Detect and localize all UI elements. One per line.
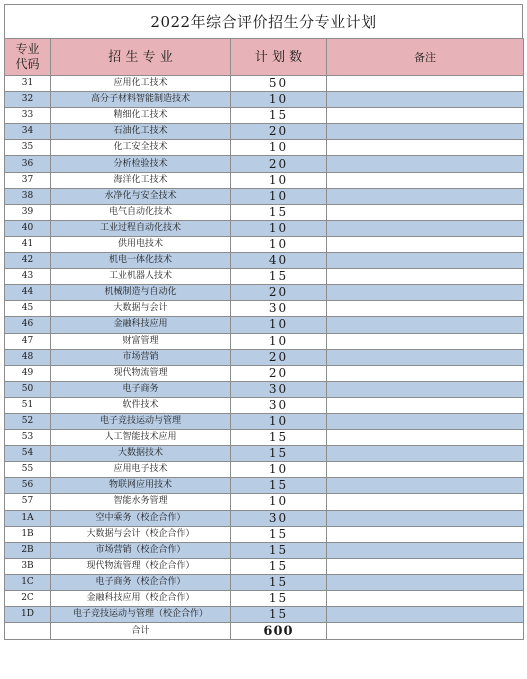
plan-cell: 10 xyxy=(231,236,327,252)
code-cell: 36 xyxy=(5,156,51,172)
major-cell: 供用电技术 xyxy=(51,236,231,252)
major-cell: 空中乘务（校企合作） xyxy=(51,510,231,526)
remark-cell xyxy=(327,494,524,510)
plan-cell: 50 xyxy=(231,76,327,92)
table-row xyxy=(5,108,524,124)
page-title: 2022年综合评价招生分专业计划 xyxy=(4,4,523,38)
code-cell: 46 xyxy=(5,317,51,333)
major-cell: 机电一体化技术 xyxy=(51,253,231,269)
remark-cell xyxy=(327,462,524,478)
code-header-line1: 专业 xyxy=(15,42,40,56)
plan-cell: 15 xyxy=(231,574,327,590)
remark-cell xyxy=(327,236,524,252)
table-row xyxy=(5,92,524,108)
plan-cell: 10 xyxy=(231,140,327,156)
plan-cell: 15 xyxy=(231,269,327,285)
plan-cell: 15 xyxy=(231,526,327,542)
code-cell: 52 xyxy=(5,413,51,429)
plan-cell: 20 xyxy=(231,156,327,172)
code-cell: 47 xyxy=(5,333,51,349)
remark-cell xyxy=(327,446,524,462)
code-cell: 35 xyxy=(5,140,51,156)
remark-column-header: 备注 xyxy=(327,39,524,76)
code-cell: 31 xyxy=(5,76,51,92)
remark-cell xyxy=(327,92,524,108)
code-cell: 1B xyxy=(5,526,51,542)
code-cell: 45 xyxy=(5,301,51,317)
code-cell: 56 xyxy=(5,478,51,494)
remark-cell xyxy=(327,607,524,623)
code-cell: 57 xyxy=(5,494,51,510)
plan-sheet xyxy=(4,4,523,675)
plan-cell: 15 xyxy=(231,607,327,623)
remark-cell xyxy=(327,365,524,381)
plan-cell: 20 xyxy=(231,285,327,301)
major-cell: 石油化工技术 xyxy=(51,124,231,140)
plan-cell: 10 xyxy=(231,413,327,429)
major-cell: 金融科技应用（校企合作） xyxy=(51,591,231,607)
major-cell: 市场营销（校企合作） xyxy=(51,542,231,558)
major-cell: 化工安全技术 xyxy=(51,140,231,156)
major-cell: 电子竞技运动与管理 xyxy=(51,413,231,429)
major-column-header: 招 生 专 业 xyxy=(51,39,231,76)
major-cell: 工业过程自动化技术 xyxy=(51,220,231,236)
table-row xyxy=(5,76,524,92)
table-row xyxy=(5,558,524,574)
table-row xyxy=(5,204,524,220)
table-row xyxy=(5,591,524,607)
plan-cell: 15 xyxy=(231,430,327,446)
plan-cell: 15 xyxy=(231,108,327,124)
code-cell: 41 xyxy=(5,236,51,252)
remark-cell xyxy=(327,397,524,413)
plan-cell: 20 xyxy=(231,349,327,365)
total-plan-cell: 600 xyxy=(231,623,327,640)
code-cell: 2C xyxy=(5,591,51,607)
major-cell: 金融科技应用 xyxy=(51,317,231,333)
remark-cell xyxy=(327,430,524,446)
code-cell: 55 xyxy=(5,462,51,478)
code-cell: 44 xyxy=(5,285,51,301)
total-remark-cell xyxy=(327,623,524,640)
remark-cell xyxy=(327,124,524,140)
table-row xyxy=(5,365,524,381)
table-row xyxy=(5,140,524,156)
major-cell: 大数据与会计（校企合作） xyxy=(51,526,231,542)
code-cell: 2B xyxy=(5,542,51,558)
plan-cell: 15 xyxy=(231,446,327,462)
table-row xyxy=(5,236,524,252)
table-header-row xyxy=(5,39,524,76)
remark-cell xyxy=(327,574,524,590)
major-cell: 应用化工技术 xyxy=(51,76,231,92)
major-cell: 分析检验技术 xyxy=(51,156,231,172)
table-row xyxy=(5,446,524,462)
major-cell: 大数据与会计 xyxy=(51,301,231,317)
remark-cell xyxy=(327,285,524,301)
major-cell: 大数据技术 xyxy=(51,446,231,462)
code-cell: 50 xyxy=(5,381,51,397)
major-cell: 电子商务（校企合作） xyxy=(51,574,231,590)
table-row xyxy=(5,124,524,140)
remark-cell xyxy=(327,558,524,574)
code-cell: 34 xyxy=(5,124,51,140)
major-cell: 高分子材料智能制造技术 xyxy=(51,92,231,108)
major-cell: 智能水务管理 xyxy=(51,494,231,510)
remark-cell xyxy=(327,526,524,542)
code-column-header xyxy=(5,39,51,76)
plan-cell: 10 xyxy=(231,333,327,349)
table-row xyxy=(5,430,524,446)
remark-cell xyxy=(327,76,524,92)
plan-cell: 20 xyxy=(231,365,327,381)
remark-cell xyxy=(327,188,524,204)
plan-cell: 15 xyxy=(231,542,327,558)
code-header-line2: 代码 xyxy=(15,57,40,71)
plan-cell: 10 xyxy=(231,220,327,236)
code-cell: 3B xyxy=(5,558,51,574)
major-cell: 软件技术 xyxy=(51,397,231,413)
table-row xyxy=(5,188,524,204)
remark-cell xyxy=(327,269,524,285)
table-row xyxy=(5,172,524,188)
table-row xyxy=(5,494,524,510)
remark-cell xyxy=(327,317,524,333)
remark-cell xyxy=(327,381,524,397)
plan-cell: 10 xyxy=(231,188,327,204)
plan-cell: 10 xyxy=(231,317,327,333)
table-row xyxy=(5,542,524,558)
code-cell: 53 xyxy=(5,430,51,446)
code-cell: 49 xyxy=(5,365,51,381)
remark-cell xyxy=(327,510,524,526)
remark-cell xyxy=(327,156,524,172)
plan-table xyxy=(4,38,524,640)
table-row xyxy=(5,510,524,526)
remark-cell xyxy=(327,349,524,365)
plan-cell: 30 xyxy=(231,381,327,397)
code-cell: 1C xyxy=(5,574,51,590)
plan-cell: 10 xyxy=(231,494,327,510)
major-cell: 机械制造与自动化 xyxy=(51,285,231,301)
remark-cell xyxy=(327,301,524,317)
remark-cell xyxy=(327,591,524,607)
code-cell: 38 xyxy=(5,188,51,204)
table-row xyxy=(5,478,524,494)
plan-cell: 30 xyxy=(231,397,327,413)
major-cell: 精细化工技术 xyxy=(51,108,231,124)
code-cell: 37 xyxy=(5,172,51,188)
table-row xyxy=(5,607,524,623)
major-cell: 海洋化工技术 xyxy=(51,172,231,188)
code-cell: 32 xyxy=(5,92,51,108)
major-cell: 应用电子技术 xyxy=(51,462,231,478)
code-cell: 1A xyxy=(5,510,51,526)
plan-cell: 15 xyxy=(231,591,327,607)
code-cell: 51 xyxy=(5,397,51,413)
major-cell: 工业机器人技术 xyxy=(51,269,231,285)
code-cell: 42 xyxy=(5,253,51,269)
plan-cell: 15 xyxy=(231,558,327,574)
remark-cell xyxy=(327,204,524,220)
table-row xyxy=(5,269,524,285)
table-row xyxy=(5,285,524,301)
table-row xyxy=(5,526,524,542)
plan-cell: 10 xyxy=(231,172,327,188)
plan-column-header: 计 划 数 xyxy=(231,39,327,76)
remark-cell xyxy=(327,413,524,429)
code-cell: 48 xyxy=(5,349,51,365)
major-cell: 电子竞技运动与管理（校企合作） xyxy=(51,607,231,623)
plan-cell: 30 xyxy=(231,510,327,526)
remark-cell xyxy=(327,333,524,349)
major-cell: 水净化与安全技术 xyxy=(51,188,231,204)
plan-cell: 15 xyxy=(231,204,327,220)
table-row xyxy=(5,349,524,365)
remark-cell xyxy=(327,140,524,156)
plan-cell: 15 xyxy=(231,478,327,494)
table-row xyxy=(5,381,524,397)
table-row xyxy=(5,301,524,317)
code-cell: 1D xyxy=(5,607,51,623)
plan-cell: 20 xyxy=(231,124,327,140)
code-cell: 54 xyxy=(5,446,51,462)
code-cell: 43 xyxy=(5,269,51,285)
table-row xyxy=(5,253,524,269)
major-cell: 人工智能技术应用 xyxy=(51,430,231,446)
table-row xyxy=(5,317,524,333)
remark-cell xyxy=(327,253,524,269)
table-row xyxy=(5,397,524,413)
table-row xyxy=(5,156,524,172)
table-row xyxy=(5,462,524,478)
remark-cell xyxy=(327,220,524,236)
major-cell: 物联网应用技术 xyxy=(51,478,231,494)
major-cell: 电子商务 xyxy=(51,381,231,397)
major-cell: 现代物流管理 xyxy=(51,365,231,381)
major-cell: 市场营销 xyxy=(51,349,231,365)
plan-cell: 10 xyxy=(231,92,327,108)
table-row xyxy=(5,413,524,429)
code-cell: 40 xyxy=(5,220,51,236)
plan-cell: 40 xyxy=(231,253,327,269)
code-cell: 33 xyxy=(5,108,51,124)
remark-cell xyxy=(327,108,524,124)
total-row xyxy=(5,623,524,640)
table-row xyxy=(5,220,524,236)
major-cell: 财富管理 xyxy=(51,333,231,349)
major-cell: 电气自动化技术 xyxy=(51,204,231,220)
remark-cell xyxy=(327,478,524,494)
code-cell: 39 xyxy=(5,204,51,220)
total-code-cell xyxy=(5,623,51,640)
plan-cell: 30 xyxy=(231,301,327,317)
remark-cell xyxy=(327,172,524,188)
total-label-cell: 合计 xyxy=(51,623,231,640)
major-cell: 现代物流管理（校企合作） xyxy=(51,558,231,574)
plan-cell: 10 xyxy=(231,462,327,478)
remark-cell xyxy=(327,542,524,558)
table-row xyxy=(5,574,524,590)
table-row xyxy=(5,333,524,349)
